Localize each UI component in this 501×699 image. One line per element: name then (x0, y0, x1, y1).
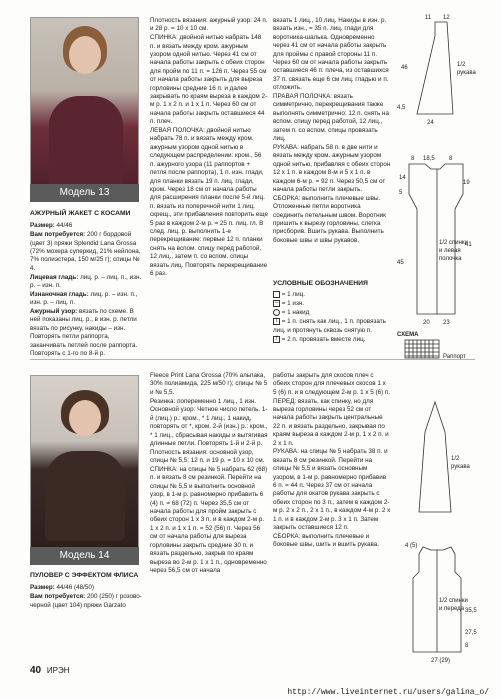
model-13-col3 (273, 17, 391, 246)
model-13-photo (30, 17, 139, 201)
svg-text:20: 20 (423, 320, 430, 326)
svg-text:1/2: 1/2 (451, 456, 460, 462)
svg-text:45: 45 (397, 260, 404, 266)
paragraph: РУКАВА: на спицы № 5 набрать 38 п. и вязать 8 см резинкой. Перейти на спицы № 5,5 и вязать основным узором, в 1-м р. равномерно прибавив 6 п. = 44 п. Через 37 см от начала работы для окатов рукава закрыть с обеих сторон по 3 п., затем в каждом 2-м р. 2 х 2 п., 2 х 1 п., в каждом 4-м р. 2 х 1 п. и в каждом 2-м р. 3 х 1 п. Затем закрыть оставшиеся 12 п. (273, 448, 391, 532)
model-14-col2 (150, 372, 268, 576)
model-14-schematics (395, 372, 495, 672)
paragraph: Плотность вязания: ажурный узор: 24 п. и 28 р. = 10 х 10 см. (150, 17, 268, 33)
paragraph: ПЕРЕД: вязать, как спинку, но для выреза горловины через 52 см от начала работы закрыть центральные 22 п. и вязать раздельно, закрывая по краям выреза в каждом 2-м р. 1 х 2 п. и 2 х 1 п. (273, 397, 389, 447)
svg-text:27,5: 27,5 (465, 630, 477, 636)
svg-text:и левая: и левая (439, 248, 461, 254)
rapport-label: Раппорт (443, 354, 466, 359)
face-line: Лицевая гладь: лиц. р. – лиц. п., изн. р. – изн. п. (30, 273, 142, 290)
paragraph: ПРАВАЯ ПОЛОЧКА: вязать симметрично, перекрещивания также выполнять симметрично: 12 п. снять на вспом. спицу перед работой, 12 лиц., затем п. со вспом. спицы провязать лиц. (273, 93, 389, 143)
model-14-label: Модель 14 (30, 547, 139, 565)
lace-line: Ажурный узор: вязать по схеме. В ней показаны лиц. р., в изн. р. петли вязать по рисунку, накиды – изн. Повторять петли раппорта, заканчивать петлей после раппорта. Повторять с 1-го по 8-й р. (30, 308, 138, 358)
legend (273, 280, 391, 345)
svg-text:24: 24 (427, 120, 434, 126)
svg-text:35,5: 35,5 (465, 608, 477, 614)
svg-text:23: 23 (443, 320, 450, 326)
paragraph: ЛЕВАЯ ПОЛОЧКА: двойной нитью набрать 78 п. и вязать между кром. ажурным узором одной нитью в следующем распределении: кром., 56 п. ажурного узора (11 раппортов + петля после раппорта), 1 п. изн. глади, для планки вязать 19 п. лиц. глади, кром. Через 18 см от начала работы для расширения планки после 5-й лиц. п. вязать из поперечной нити 1 лиц. скрещ., эти прибавления повторить еще 5 раз в каждом 2-м р. = 25 п. лиц. гл. В след. лиц. р. выполнить 1-е перекрещивание: первые 12 п. планки снять на вспом. спицу перед работой, 12 лиц., затем п. со вспом. спицы вязать лиц. Повторять перекрещивание 6 раз. (150, 127, 268, 277)
legend-item: = 1 лиц. (273, 291, 391, 300)
needs-line: Вам потребуется: 200 г бордовой (цвет 3) пряжи Splendid Lana Grossa (72% мохера суперкид, 21% нейлона, 7% полиэстера, 150 м/25 г); спицы № 4. (30, 231, 141, 272)
svg-text:полочка: полочка (439, 256, 462, 262)
paragraph: Fleece Print Lana Grossa (70% альпака, 30% полиамида, 225 м/50 г); спицы № 5 и № 5,5. (150, 372, 268, 396)
paragraph: Резинка: попеременно 1 лиц., 1 изн. (150, 397, 257, 405)
brand-name: ИРЭН (46, 666, 70, 675)
model-13-col2 (150, 17, 268, 279)
legend-item: \ = 1 п. снять как лиц., 1 п. провязать лиц. и протянуть сквозь снятую п. (273, 318, 386, 334)
scheme-title: СХЕМА (397, 332, 419, 338)
svg-text:рукава: рукава (451, 464, 470, 470)
legend-item: / = 2 п. провязать вместе лиц. (273, 336, 391, 345)
svg-text:14: 14 (399, 175, 406, 181)
model-14-title: ПУЛОВЕР С ЭФФЕКТОМ ФЛИСА (30, 572, 139, 579)
svg-text:19: 19 (463, 180, 470, 186)
model-14-photo (30, 375, 139, 563)
legend-title: УСЛОВНЫЕ ОБОЗНАЧЕНИЯ (273, 280, 368, 287)
svg-text:8: 8 (411, 156, 415, 162)
svg-text:11: 11 (425, 15, 432, 21)
size-line: Размер: 44/46 (30, 222, 73, 230)
legend-item: = 1 накид (273, 309, 391, 318)
svg-text:1/2 спинки: 1/2 спинки (439, 240, 468, 246)
paragraph: РУКАВА: набрать 58 п. в две нити и вязать между кром. ажурным узором одной нитью, прибавляя с обеих сторон 12 х 1 п. в каждом 8-м и 5 х 1 п. в каждом 6-м р. = 92 п. Через 50,5 см от начала работы петли закрыть. (273, 143, 391, 193)
sweater (45, 451, 125, 541)
page-number: 40 (30, 665, 42, 676)
svg-text:41: 41 (465, 242, 472, 248)
face (69, 400, 101, 436)
svg-text:18,5: 18,5 (423, 156, 435, 162)
paragraph: СПИНКА: на спицы № 5 набрать 62 (68) п. и вязать 8 см резинкой. Перейти на спицы № 5,5 и выполнить основной узор, в 1-м р. равномерно прибавить 6 (4) п. = 68 (72) п. Через 35,5 см от начала работы для пройм закрыть с обеих сторон 1 х 3 п. и в каждом 2-м р. 1 х 2 п. и 1 х 1 п. = 52 (56) п. Через 56 см от начала работы для выреза горловины закрыть средние 30 п. и вязать раздельно, закрыв по краям выреза во 2-м р. 1 х 1 п., одновременно через 56,5 см от начала (150, 466, 268, 574)
svg-text:12: 12 (443, 15, 450, 21)
svg-text:4 (5): 4 (5) (405, 543, 418, 549)
svg-text:1/2 спинки: 1/2 спинки (439, 598, 468, 604)
source-url[interactable]: http://www.liveinternet.ru/users/galina_o/ (287, 688, 489, 697)
paragraph: вязать 1 лиц., 10 лиц. Накиды в изн. р. вязать изн., = 35 п. лиц. глади для воротника-шалька. Одновременно через 41 см от начала работы закрыть для проймы с правой стороны 11 п. Через 60 см от начала работы закрыть оставшиеся 46 п. плеча, из оставшихся 37 п. связать еще 6 см лиц. гладью и п. отложить. (273, 17, 389, 92)
paragraph: Основной узор: Четное число петель. 1-й (лиц.) р.: кром., * 1 лиц., 1 накид, повторять от *, кром. 2-й (изн.) р.: кром., * 1 лиц., сбрасывая накиды и вытягивая длинные петли. Повторять 1-й и 2-й р. (150, 406, 268, 448)
purl-line: Изнаночная гладь: лиц. р. – изн. п., изн. р. – лиц. п. (30, 290, 138, 307)
svg-text:5: 5 (399, 190, 403, 196)
model-13-title: АЖУРНЫЙ ЖАКЕТ С КОСАМИ (30, 210, 131, 217)
model-14-col3 (273, 372, 391, 550)
paragraph: СПИНКА: двойной нитью набрать 148 п. и вязать между кром. ажурным узором одной нитью. Через 41 см от начала работы закрыть с обеих сторон для пройм по 11 п. = 126 п. Через 55 см от начала работы закрыть для выреза горловины средние 16 п. и далее закрывать по краям выреза в каждом 2-м р. 1 х 2 п. и 1 х 1 п. Через 60 см от начала работы закрыть оставшиеся 44 п. плеч. (150, 34, 268, 126)
model-13-schematics (395, 14, 495, 359)
legend-item: – = 1 изн. (274, 300, 305, 308)
section-divider (30, 359, 475, 360)
svg-text:27 (29): 27 (29) (431, 658, 451, 664)
face (69, 36, 101, 74)
paragraph: СБОРКА: выполнить плечевые и боковые швы, шить и вшить рукава. (273, 532, 380, 549)
needs-line: Вам потребуется: 200 (250) г розово-черной (цвет 104) пряжи Garzato (30, 593, 142, 609)
svg-text:8: 8 (465, 643, 469, 649)
paragraph: работы закрыть для скосов плеч с обеих сторон для плечевых скосов 1 х 5 (6) п. и в следующем 2-м р. 1 х 5 (6) п. (273, 372, 391, 396)
svg-text:8: 8 (449, 156, 453, 162)
paragraph: Плотность вязания: основной узор, спицы № 5,5: 12 п. и 19 р. = 10 х 10 см. (150, 448, 265, 465)
model-13-label: Модель 13 (30, 184, 139, 202)
svg-text:и переда: и переда (439, 606, 464, 612)
model-14-intro (30, 572, 142, 610)
size-line: Размер: 44/46 (48/50) (30, 584, 94, 592)
svg-text:46: 46 (401, 65, 408, 71)
paragraph: СБОРКА: выполнить плечевые швы. Отложенные петли воротника соединить петельным швом. Воротник пришить к вырезу горловины, слегка присборив. Вшить рукава. Выполнить боковые швы и швы рукавов. (273, 194, 386, 244)
page-footer (30, 665, 70, 676)
svg-text:1/2: 1/2 (457, 62, 466, 68)
model-13-intro (30, 210, 142, 359)
svg-text:4,5: 4,5 (397, 105, 406, 111)
svg-text:рукава: рукава (457, 70, 476, 76)
